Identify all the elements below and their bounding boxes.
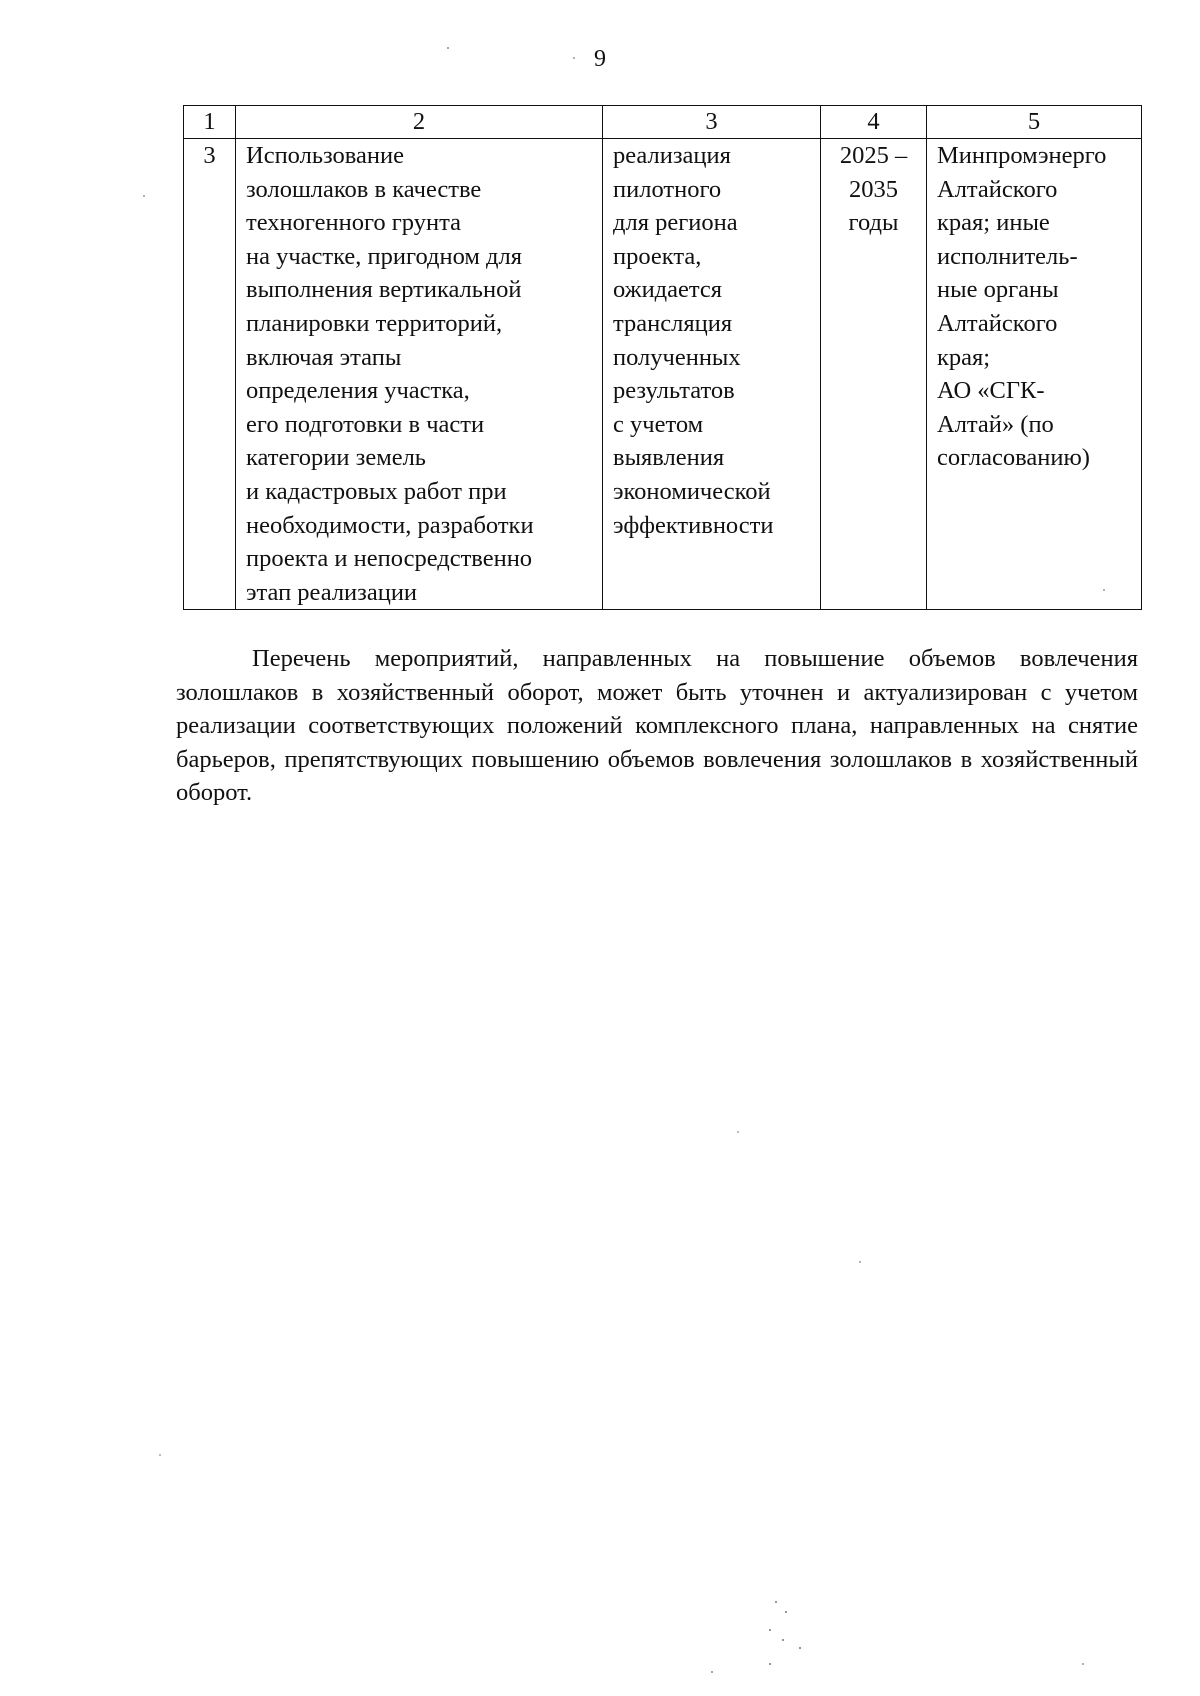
result-text: реализация пилотного для региона проекта, ожидается трансляция полученных результатов с учетом выявления экономической эффективности: [613, 142, 774, 539]
header-cell-4: 4: [821, 106, 927, 139]
period-text: 2025 – 2035 годы: [839, 142, 908, 237]
responsible-cell: [927, 139, 1142, 610]
header-cell-3: 3: [603, 106, 821, 139]
header-cell-1: 1: [184, 106, 236, 139]
row-number-cell: [184, 139, 236, 610]
period-cell: [821, 139, 927, 610]
header-cell-5: 5: [927, 106, 1142, 139]
activity-cell: [236, 139, 603, 610]
activity-text: Использование золошлаков в качестве техногенного грунта на участке, пригодном для выполнения вертикальной планировки территорий, включая этапы определения участка, его подготовки в части категории земель и кадастровых работ при необходимости, разработки проекта и непосредственно этап реализации: [246, 142, 534, 606]
responsible-text: Минпромэнерго Алтайского края; иные исполнитель- ные органы Алтайского края; АО «СГК- Алтай» (по согласованию): [937, 142, 1107, 472]
row-number: 3: [203, 142, 216, 169]
header-cell-2: 2: [236, 106, 603, 139]
table-row: [184, 139, 1142, 610]
result-cell: [603, 139, 821, 610]
table-header-row: [184, 106, 1142, 139]
measures-table: [183, 105, 1142, 610]
page-number: 9: [594, 46, 606, 72]
body-paragraph: Перечень мероприятий, направленных на повышение объемов вовлечения золошлаков в хозяйственный оборот, может быть уточнен и актуализирован с учетом реализации соответствующих положений комплексного плана, направленных на снятие барьеров, препятствующих повышению объемов вовлечения золошлаков в хозяйственный оборот.: [176, 645, 1138, 807]
